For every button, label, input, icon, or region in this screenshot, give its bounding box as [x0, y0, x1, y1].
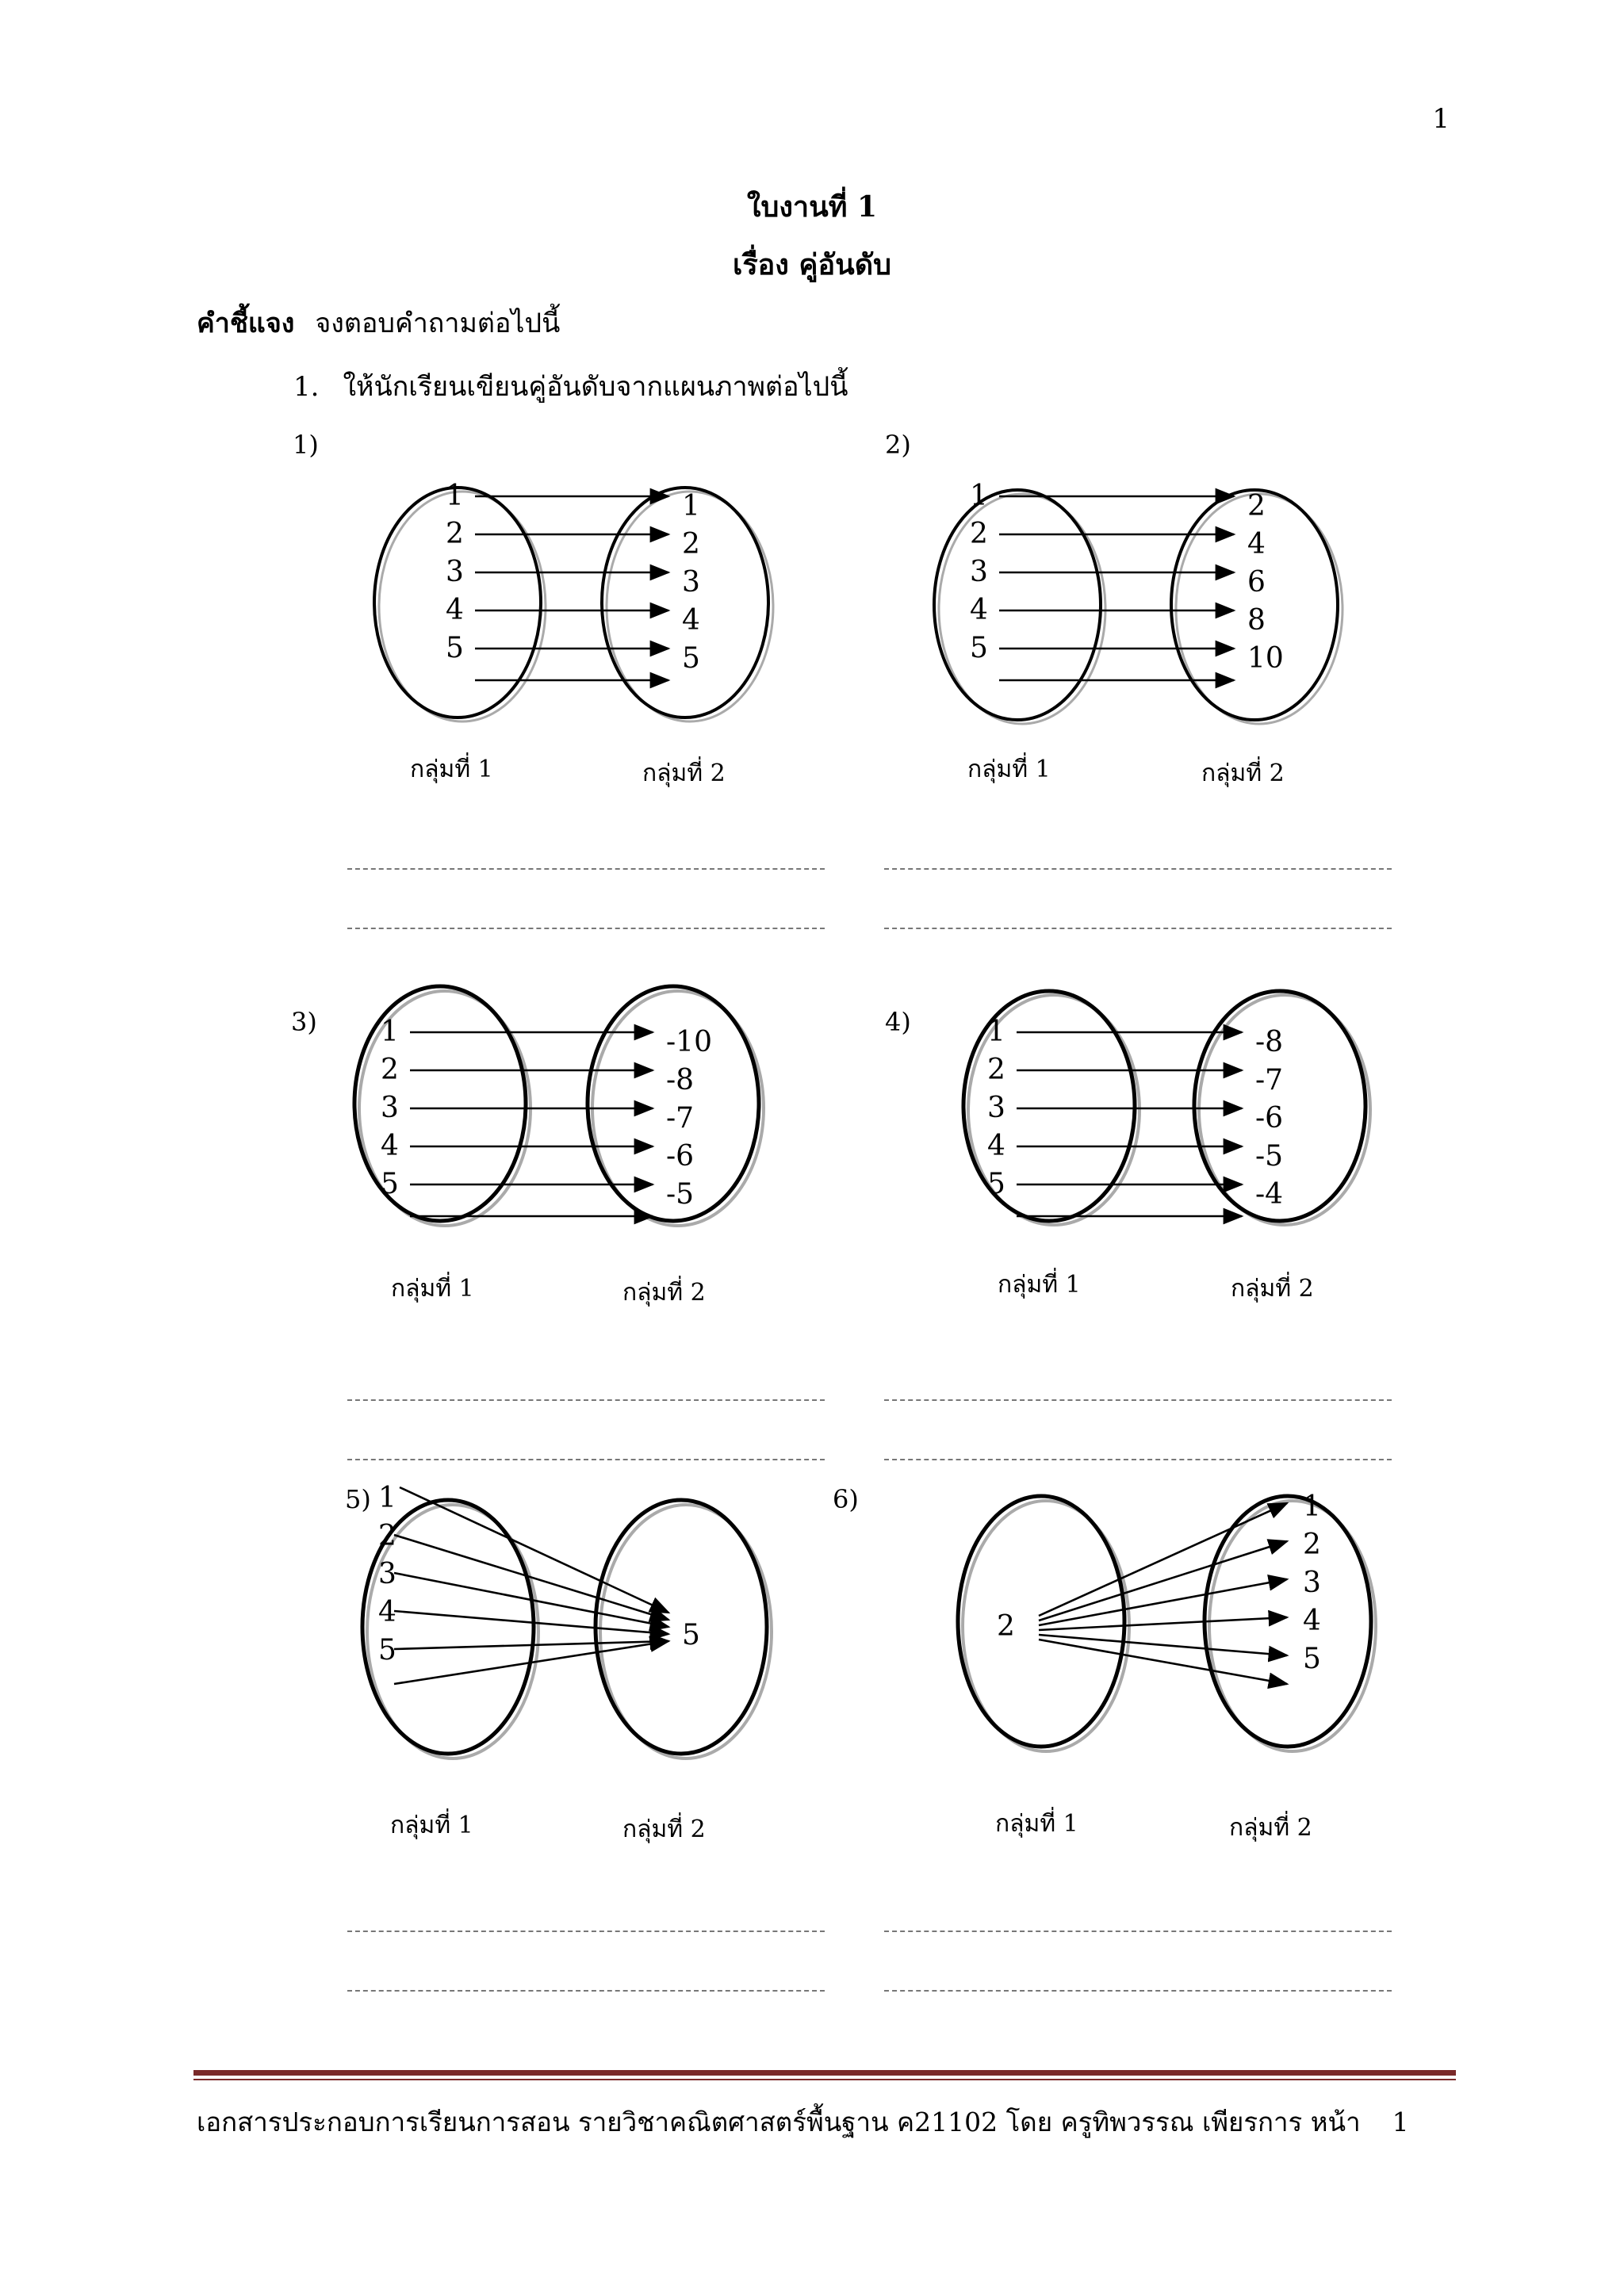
mapping-diagram-3	[282, 983, 852, 1395]
left-group-label: กลุ่มที่ 1	[995, 1810, 1078, 1838]
right-element: -8	[666, 1064, 695, 1096]
answer-line[interactable]	[347, 1931, 825, 1932]
left-element: 5	[970, 632, 988, 664]
right-element: 1	[682, 490, 700, 522]
right-element: 8	[1247, 604, 1266, 637]
mapping-diagram-2	[855, 428, 1426, 840]
answer-line[interactable]	[347, 1399, 825, 1401]
diagram-label: 6)	[833, 1484, 859, 1514]
question-1	[293, 365, 848, 408]
footer	[197, 2101, 1409, 2143]
left-element: 3	[970, 556, 988, 588]
mapping-diagram-1	[282, 428, 852, 840]
left-element: 1	[446, 480, 464, 512]
left-element: 1	[378, 1482, 396, 1514]
right-set-elements	[682, 1619, 700, 1651]
worksheet-subtitle: เรื่อง คู่อันดับ	[733, 248, 891, 281]
answer-line[interactable]	[884, 868, 1392, 870]
answer-line[interactable]	[347, 868, 825, 870]
diagram-label: 2)	[885, 430, 911, 460]
right-group-label: กลุ่มที่ 2	[622, 1816, 706, 1843]
footer-page-number: 1	[1392, 2107, 1409, 2137]
left-element: 2	[987, 1054, 1005, 1086]
right-element: -6	[1255, 1102, 1284, 1135]
answer-line[interactable]	[347, 1459, 825, 1460]
mapping-diagram-5	[282, 1459, 852, 1871]
right-set-ellipse	[596, 1500, 767, 1754]
arrow	[1039, 1503, 1287, 1616]
left-group-label: กลุ่มที่ 1	[390, 1812, 473, 1839]
left-element: 4	[970, 594, 988, 626]
left-element: 4	[987, 1130, 1005, 1162]
answer-line[interactable]	[347, 1990, 825, 1992]
left-element: 1	[381, 1016, 399, 1048]
left-set-ellipse	[958, 1496, 1124, 1747]
right-element: -10	[666, 1026, 712, 1058]
page-number: 1	[1432, 103, 1450, 135]
left-element: 2	[970, 518, 988, 550]
question-number: 1.	[293, 371, 320, 403]
right-element: 5	[682, 1619, 700, 1651]
right-element: 2	[1247, 490, 1266, 522]
mapping-diagram-6	[825, 1459, 1396, 1871]
right-element: 2	[682, 528, 700, 561]
right-element: 6	[1247, 566, 1266, 599]
answer-line[interactable]	[347, 928, 825, 929]
right-element: 5	[1303, 1643, 1321, 1675]
left-element: 3	[378, 1558, 396, 1590]
right-element: -6	[666, 1140, 695, 1173]
left-element: 4	[381, 1130, 399, 1162]
left-set-elements	[381, 1016, 399, 1200]
mapping-diagram-4	[855, 983, 1426, 1395]
arrows	[1039, 1503, 1287, 1684]
left-element: 4	[378, 1596, 396, 1628]
right-group-label: กลุ่มที่ 2	[1231, 1275, 1314, 1303]
left-element: 5	[381, 1168, 399, 1200]
left-set-elements	[970, 480, 988, 664]
right-group-label: กลุ่มที่ 2	[1201, 760, 1285, 787]
left-element: 5	[378, 1634, 396, 1667]
footer-text: เอกสารประกอบการเรียนการสอน รายวิชาคณิตศาสตร์พื้นฐาน ค21102 โดย ครูทิพวรรณ เพียรการ หน้า	[197, 2107, 1361, 2137]
footer-divider-thin	[193, 2079, 1456, 2080]
right-group-label: กลุ่มที่ 2	[622, 1279, 706, 1307]
diagram-label: 3)	[291, 1007, 317, 1037]
arrows	[999, 496, 1234, 680]
right-element: -4	[1255, 1178, 1284, 1211]
left-set-elements	[378, 1482, 396, 1667]
answer-line[interactable]	[884, 1459, 1392, 1460]
right-element: 2	[1303, 1529, 1321, 1561]
question-text: ให้นักเรียนเขียนคู่อันดับจากแผนภาพต่อไปนี้	[343, 371, 848, 403]
left-element: 1	[987, 1016, 1005, 1048]
arrow	[1039, 1541, 1287, 1621]
right-group-label: กลุ่มที่ 2	[1229, 1814, 1312, 1842]
instruction	[197, 301, 560, 344]
right-set-elements	[1255, 1026, 1283, 1211]
left-element: 5	[446, 632, 464, 664]
left-set-elements	[987, 1016, 1005, 1200]
arrow	[1039, 1635, 1287, 1655]
left-element: 3	[987, 1092, 1005, 1124]
instruction-text: จงตอบคำถามต่อไปนี้	[315, 308, 561, 339]
right-set-elements	[1303, 1490, 1321, 1675]
instruction-label: คำชี้แจง	[197, 308, 295, 339]
footer-divider	[193, 2070, 1456, 2076]
left-element: 2	[997, 1610, 1015, 1643]
left-group-label: กลุ่มที่ 1	[391, 1275, 474, 1303]
left-set-elements	[446, 480, 464, 664]
left-group-label: กลุ่มที่ 1	[410, 756, 493, 783]
diagram-label: 1)	[293, 430, 319, 460]
right-element: -8	[1255, 1026, 1284, 1058]
diagram-label: 4)	[885, 1007, 911, 1037]
left-element: 2	[381, 1054, 399, 1086]
right-element: 1	[1303, 1490, 1321, 1523]
right-element: -7	[1255, 1064, 1284, 1096]
arrow	[1039, 1640, 1287, 1684]
left-element: 2	[446, 518, 464, 550]
answer-line[interactable]	[884, 928, 1392, 929]
right-element: 4	[1247, 528, 1266, 561]
right-element: 3	[1303, 1567, 1321, 1599]
right-element: 4	[682, 604, 700, 637]
right-set-elements	[1247, 490, 1284, 675]
left-element: 3	[381, 1092, 399, 1124]
left-element: 2	[378, 1520, 396, 1552]
left-element: 4	[446, 594, 464, 626]
arrows	[475, 496, 668, 680]
answer-line[interactable]	[884, 1931, 1392, 1932]
right-element: -7	[666, 1102, 695, 1135]
right-set-elements	[666, 1026, 712, 1211]
left-set-ellipse	[934, 490, 1101, 720]
left-element: 5	[987, 1168, 1005, 1200]
right-element: 3	[682, 566, 700, 599]
worksheet-title: ใบงานที่ 1	[746, 190, 878, 224]
left-set-elements	[997, 1610, 1015, 1643]
right-set-elements	[682, 490, 700, 675]
right-group-label: กลุ่มที่ 2	[642, 760, 726, 787]
left-element: 1	[970, 480, 988, 512]
right-element: -5	[666, 1178, 695, 1211]
right-element: 5	[682, 642, 700, 675]
right-element: 4	[1303, 1605, 1321, 1637]
diagram-label: 5)	[345, 1484, 371, 1514]
right-element: 10	[1247, 642, 1284, 675]
answer-line[interactable]	[884, 1990, 1392, 1992]
left-element: 3	[446, 556, 464, 588]
right-element: -5	[1255, 1140, 1284, 1173]
answer-line[interactable]	[884, 1399, 1392, 1401]
left-group-label: กลุ่มที่ 1	[998, 1271, 1081, 1299]
left-group-label: กลุ่มที่ 1	[967, 756, 1051, 783]
